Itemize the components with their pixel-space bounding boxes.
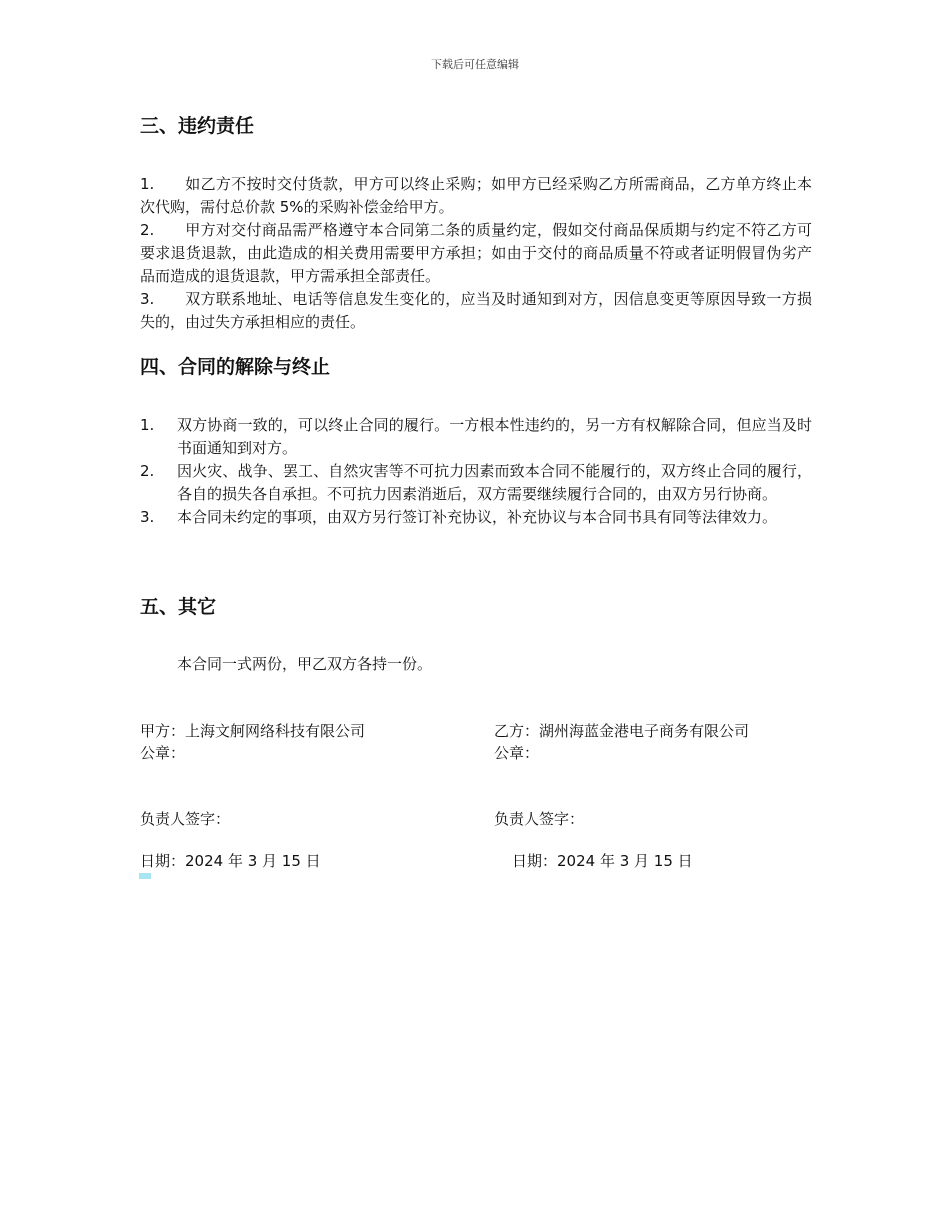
- other-terms-text: 本合同一式两份，甲乙双方各持一份。: [177, 655, 433, 673]
- clause-number: 3.: [140, 508, 155, 526]
- party-a-signature-label: 负责人签字：: [140, 810, 231, 828]
- breach-clause-2: [140, 219, 812, 288]
- party-b-date: 日期：2024 年 3 月 15 日: [512, 852, 693, 870]
- termination-clause-2: [140, 460, 812, 506]
- party-b-block: [494, 720, 749, 764]
- party-b-signature-label: 负责人签字：: [494, 810, 585, 828]
- termination-clause-list: [140, 414, 812, 529]
- party-b-name: 乙方：湖州海蓝金港电子商务有限公司: [494, 722, 750, 740]
- page-header-note: 下载后可任意编辑: [431, 58, 519, 71]
- party-b-seal-label: 公章：: [494, 744, 540, 762]
- clause-number: 3.: [140, 290, 155, 308]
- section-title-breach: 三、违约责任: [140, 115, 255, 137]
- termination-clause-3: [140, 506, 812, 529]
- section-title-other: 五、其它: [140, 596, 217, 618]
- party-a-name: 甲方：上海文舸网络科技有限公司: [140, 722, 366, 740]
- clause-text: 双方联系地址、电话等信息发生变化的，应当及时通知到对方，因信息变更等原因导致一方损失的，由过失方承担相应的责任。: [140, 290, 812, 331]
- clause-number: 2.: [140, 462, 155, 480]
- termination-clause-1: [140, 414, 812, 460]
- breach-clause-1: [140, 173, 812, 219]
- breach-clause-list: [140, 173, 812, 334]
- party-a-block: [140, 720, 365, 764]
- party-a-date: 日期：2024 年 3 月 15 日: [140, 852, 321, 870]
- section-title-termination: 四、合同的解除与终止: [140, 356, 331, 378]
- clause-number: 1.: [140, 416, 155, 434]
- text-cursor-marker: [139, 873, 151, 879]
- breach-clause-3: [140, 288, 812, 334]
- clause-text: 本合同未约定的事项，由双方另行签订补充协议，补充协议与本合同书具有同等法律效力。: [177, 508, 778, 526]
- clause-number: 1.: [140, 175, 155, 193]
- clause-text: 如乙方不按时交付货款，甲方可以终止采购；如甲方已经采购乙方所需商品，乙方单方终止本次代购，需付总价款 5%的采购补偿金给甲方。: [140, 175, 812, 216]
- clause-text: 双方协商一致的，可以终止合同的履行。一方根本性违约的，另一方有权解除合同，但应当及时书面通知到对方。: [177, 416, 812, 457]
- clause-number: 2.: [140, 221, 155, 239]
- clause-text: 因火灾、战争、罢工、自然灾害等不可抗力因素而致本合同不能履行的，双方终止合同的履行，各自的损失各自承担。不可抗力因素消逝后，双方需要继续履行合同的，由双方另行协商。: [177, 462, 812, 503]
- clause-text: 甲方对交付商品需严格遵守本合同第二条的质量约定，假如交付商品保质期与约定不符乙方可要求退货退款，由此造成的相关费用需要甲方承担；如由于交付的商品质量不符或者证明假冒伪劣产品而造成的退货退款，甲方需承担全部责任。: [140, 221, 812, 285]
- party-a-seal-label: 公章：: [140, 744, 186, 762]
